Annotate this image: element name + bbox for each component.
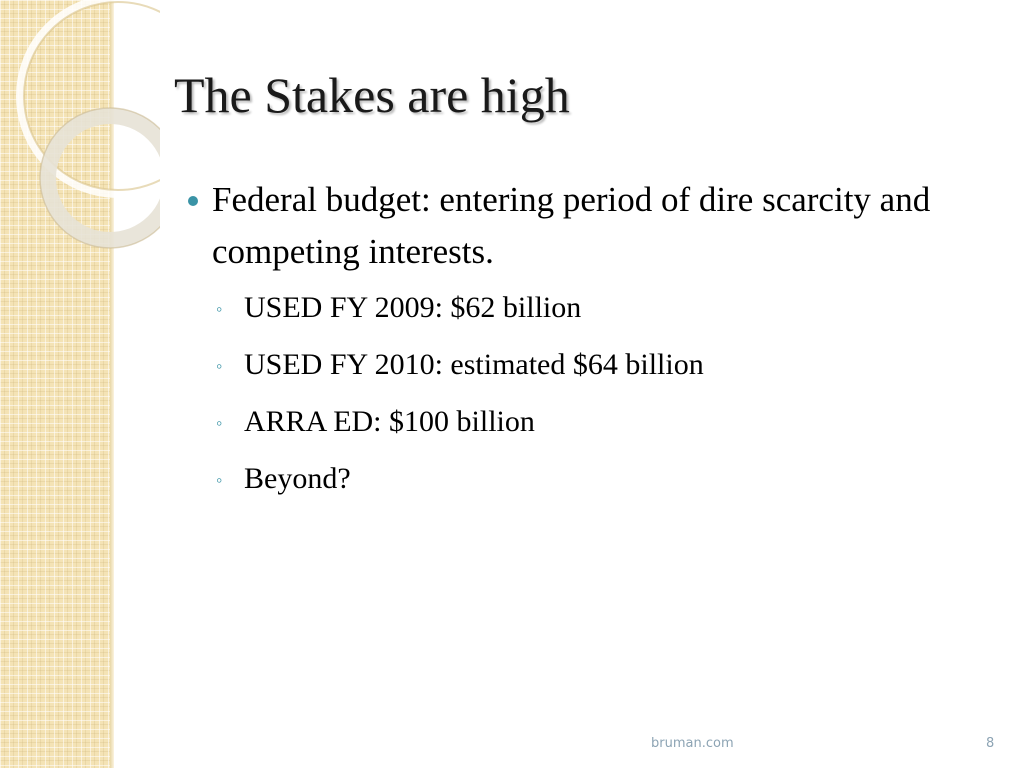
filled-circle-bullet-icon	[188, 196, 198, 206]
bullet-federal-budget	[184, 174, 964, 278]
slide-body	[184, 174, 964, 516]
decorative-rings	[0, 0, 160, 260]
sub-bullet-item	[214, 402, 964, 442]
hollow-circle-bullet-icon: ◦	[216, 356, 223, 376]
slide-title: The Stakes are high	[174, 67, 570, 123]
hollow-circle-bullet-icon: ◦	[216, 299, 223, 319]
hollow-circle-bullet-icon: ◦	[216, 413, 223, 433]
sub-bullet-item	[214, 459, 964, 499]
footer-site-name: bruman.com	[651, 736, 734, 751]
sub-bullet-list	[184, 288, 964, 499]
sub-bullet-item	[214, 345, 964, 385]
slide-page-number: 8	[986, 736, 995, 751]
hollow-circle-bullet-icon: ◦	[216, 470, 223, 490]
sub-bullet-text: Beyond?	[244, 462, 351, 495]
sub-bullet-text: ARRA ED: $100 billion	[244, 405, 535, 438]
sub-bullet-text: USED FY 2009: $62 billion	[244, 291, 582, 324]
sub-bullet-text: USED FY 2010: estimated $64 billion	[244, 348, 704, 381]
bullet-text: Federal budget: entering period of dire scarcity and competing interests.	[212, 180, 931, 271]
sub-bullet-item	[214, 288, 964, 328]
